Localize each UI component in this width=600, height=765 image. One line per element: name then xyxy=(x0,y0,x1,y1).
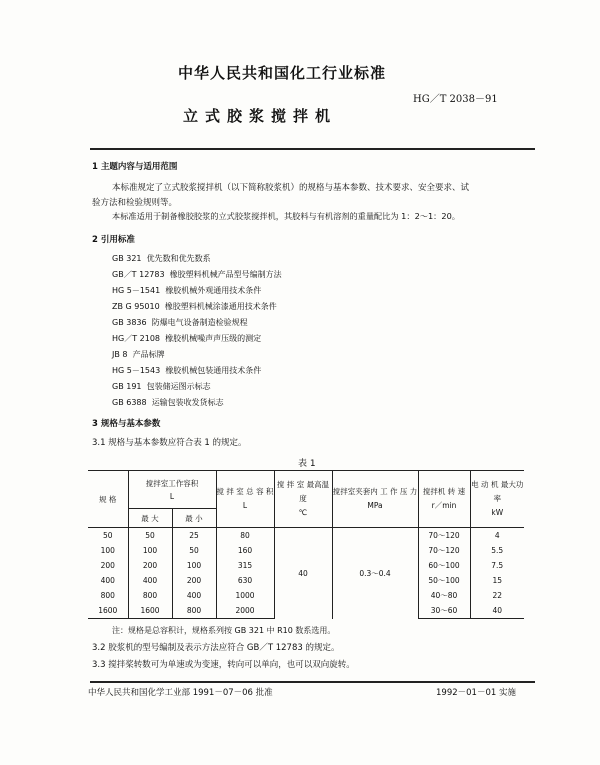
footer-divider xyxy=(90,681,535,683)
cell-min: 100 xyxy=(172,558,216,573)
cell-power: 4 xyxy=(470,528,524,544)
section-2-heading: 2 引用标准 xyxy=(92,235,135,245)
cell-max: 200 xyxy=(128,558,172,573)
reference-item xyxy=(112,317,248,328)
cell-min: 800 xyxy=(172,603,216,619)
cell-min: 200 xyxy=(172,573,216,588)
cell-min: 50 xyxy=(172,543,216,558)
reference-item xyxy=(112,269,282,280)
section-1-heading: 1 主题内容与适用范围 xyxy=(92,162,178,172)
header-spec: 规 格 xyxy=(88,471,128,528)
cell-spec: 800 xyxy=(100,591,115,600)
reference-item xyxy=(112,349,165,360)
approval-statement: 中华人民共和国化学工业部 1991－07－06 批准 xyxy=(88,688,273,698)
section-1-paragraph-2: 本标准适用于制备橡胶胶浆的立式胶浆搅拌机，其胶料与有机溶剂的重量配比为 1：2～1：20。 xyxy=(112,211,460,221)
reference-title: 优先数和优先数系 xyxy=(146,254,211,263)
table-caption: 表 1 xyxy=(298,459,316,469)
reference-code: GB 6388 xyxy=(112,398,147,407)
reference-item xyxy=(112,381,211,392)
cell-speed: 30～60 xyxy=(418,603,470,619)
cell-speed: 60～100 xyxy=(418,558,470,573)
cell-power: 5.5 xyxy=(470,543,524,558)
cell-power: 40 xyxy=(470,603,524,619)
cell-spec: 200 xyxy=(100,561,115,570)
reference-item xyxy=(112,397,224,408)
reference-item xyxy=(112,333,261,344)
table-row xyxy=(88,528,524,544)
header-min: 最 小 xyxy=(172,509,216,528)
cell-max: 50 xyxy=(128,528,172,544)
table-note: 注：规格是总容积计，规格系列按 GB 321 中 R10 数系选用。 xyxy=(112,626,336,635)
header-max: 最 大 xyxy=(128,509,172,528)
cell-speed: 40～80 xyxy=(418,588,470,603)
issuing-organization: 中华人民共和国化工行业标准 xyxy=(178,64,387,82)
cell-power: 15 xyxy=(470,573,524,588)
cell-power: 22 xyxy=(470,588,524,603)
cell-power: 7.5 xyxy=(470,558,524,573)
reference-title: 包装储运图示标志 xyxy=(146,382,211,391)
cell-min: 400 xyxy=(172,588,216,603)
reference-code: HG 5－1543 xyxy=(112,366,161,375)
header-working-volume: 搅拌室工作容积 L xyxy=(128,471,216,509)
reference-item xyxy=(112,285,261,296)
reference-title: 橡胶机械包装通用技术条件 xyxy=(165,366,262,375)
cell-spec: 100 xyxy=(100,546,115,555)
header-max-temperature: 搅 拌 室 最高温度 ℃ xyxy=(274,471,332,528)
reference-item xyxy=(112,253,211,264)
cell-max: 1600 xyxy=(128,603,172,619)
spec-table xyxy=(88,470,524,619)
section-3-heading: 3 规格与基本参数 xyxy=(92,419,161,429)
reference-code: ZB G 95010 xyxy=(112,302,160,311)
reference-title: 产品标牌 xyxy=(132,350,165,359)
clause-3-3: 3.3 搅拌桨转数可为单速或为变速，转向可以单向，也可以双向旋转。 xyxy=(92,660,355,670)
reference-item xyxy=(112,365,261,376)
cell-total: 160 xyxy=(216,543,274,558)
document-title: 立式胶浆搅拌机 xyxy=(183,107,338,125)
header-total-volume: 搅 拌 室 总 容 积 L xyxy=(216,471,274,528)
reference-code: JB 8 xyxy=(112,350,128,359)
cell-total: 630 xyxy=(216,573,274,588)
reference-title: 橡胶塑料机械产品型号编制方法 xyxy=(169,270,282,279)
reference-title: 运输包装收发货标志 xyxy=(151,398,224,407)
cell-speed: 70～120 xyxy=(418,528,470,544)
reference-code: HG 5－1541 xyxy=(112,286,161,295)
reference-code: GB 3836 xyxy=(112,318,147,327)
cell-max: 800 xyxy=(128,588,172,603)
section-1-paragraph-1-line-2: 验方法和检验规则等。 xyxy=(92,198,178,208)
header-motor-power: 电 动 机 最大功率 kW xyxy=(470,471,524,528)
reference-code: GB 321 xyxy=(112,254,142,263)
header-rotor-speed: 搅拌机 转 速 r／min xyxy=(418,471,470,528)
reference-item xyxy=(112,301,277,312)
cell-spec: 1600 xyxy=(88,603,128,619)
reference-code: HG／T 2108 xyxy=(112,334,161,343)
clause-3-1: 3.1 规格与基本参数应符合表 1 的规定。 xyxy=(92,438,247,448)
standard-code: HG／T 2038－91 xyxy=(413,94,498,105)
cell-speed: 50～100 xyxy=(418,573,470,588)
cell-total: 315 xyxy=(216,558,274,573)
cell-pressure: 0.3～0.4 xyxy=(332,528,418,619)
cell-speed: 70～120 xyxy=(418,543,470,558)
reference-code: GB 191 xyxy=(112,382,142,391)
reference-code: GB／T 12783 xyxy=(112,270,165,279)
reference-title: 橡胶机械外观通用技术条件 xyxy=(165,286,262,295)
cell-max: 400 xyxy=(128,573,172,588)
cell-spec: 50 xyxy=(102,531,113,540)
cell-min: 25 xyxy=(172,528,216,544)
cell-max: 100 xyxy=(128,543,172,558)
section-1-paragraph-1-line-1: 本标准规定了立式胶浆搅拌机（以下简称胶浆机）的规格与基本参数、技术要求、安全要求、试 xyxy=(112,183,470,193)
reference-title: 防爆电气设备制造检验规程 xyxy=(151,318,248,327)
cell-spec: 400 xyxy=(100,576,115,585)
header-divider xyxy=(90,148,535,150)
reference-title: 橡胶机械噪声声压级的测定 xyxy=(165,334,262,343)
cell-total: 2000 xyxy=(216,603,274,619)
cell-temperature: 40 xyxy=(274,528,332,619)
cell-total: 80 xyxy=(216,528,274,544)
reference-title: 橡胶塑料机械涂漆通用技术条件 xyxy=(164,302,277,311)
header-jacket-pressure: 搅拌室夹套内 工 作 压 力 MPa xyxy=(332,471,418,528)
clause-3-2: 3.2 胶浆机的型号编制及表示方法应符合 GB／T 12783 的规定。 xyxy=(92,643,340,653)
cell-total: 1000 xyxy=(216,588,274,603)
implementation-date: 1992－01－01 实施 xyxy=(436,688,516,698)
